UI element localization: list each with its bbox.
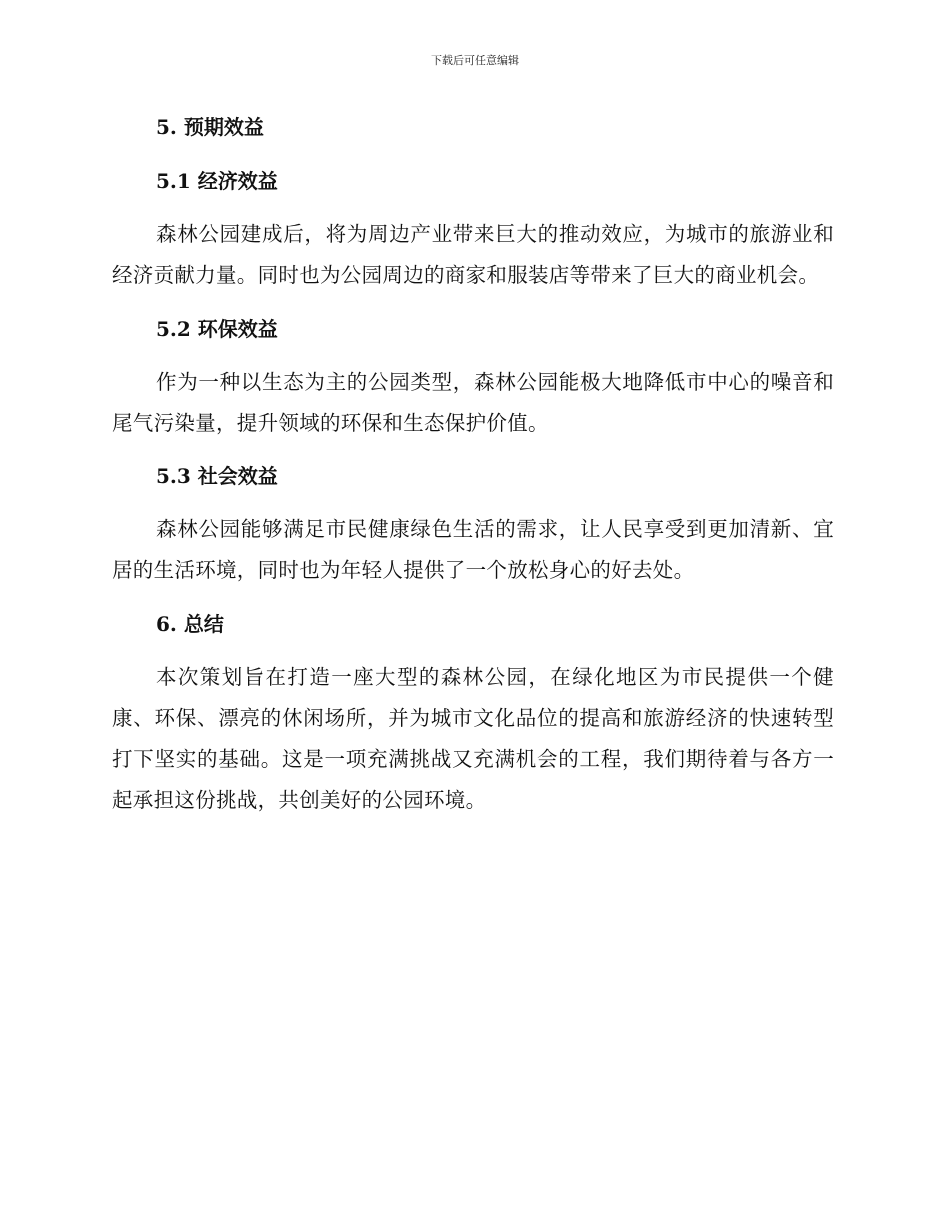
section-heading-5-3: 5.3 社会效益 — [156, 464, 278, 488]
document-body — [112, 108, 834, 821]
section-heading-5: 5. 预期效益 — [156, 115, 264, 139]
paragraph-economic-benefit: 森林公园建成后，将为周边产业带来巨大的推动效应，为城市的旅游业和经济贡献力量。同时也为公园周边的商家和服装店等带来了巨大的商业机会。 — [112, 222, 834, 287]
section-heading-5-2: 5.2 环保效益 — [156, 317, 278, 341]
section-heading-6: 6. 总结 — [156, 612, 224, 636]
paragraph-environmental-benefit: 作为一种以生态为主的公园类型，森林公园能极大地降低市中心的噪音和尾气污染量，提升领域的环保和生态保护价值。 — [112, 370, 834, 435]
page-header: 下载后可任意编辑 — [431, 54, 519, 67]
paragraph-social-benefit: 森林公园能够满足市民健康绿色生活的需求，让人民享受到更加清新、宜居的生活环境，同时也为年轻人提供了一个放松身心的好去处。 — [112, 517, 834, 582]
paragraph-summary: 本次策划旨在打造一座大型的森林公园，在绿化地区为市民提供一个健康、环保、漂亮的休闲场所，并为城市文化品位的提高和旅游经济的快速转型打下坚实的基础。这是一项充满挑战又充满机会的工程，我们期待着与各方一起承担这份挑战，共创美好的公园环境。 — [112, 665, 834, 812]
section-heading-5-1: 5.1 经济效益 — [156, 169, 278, 193]
